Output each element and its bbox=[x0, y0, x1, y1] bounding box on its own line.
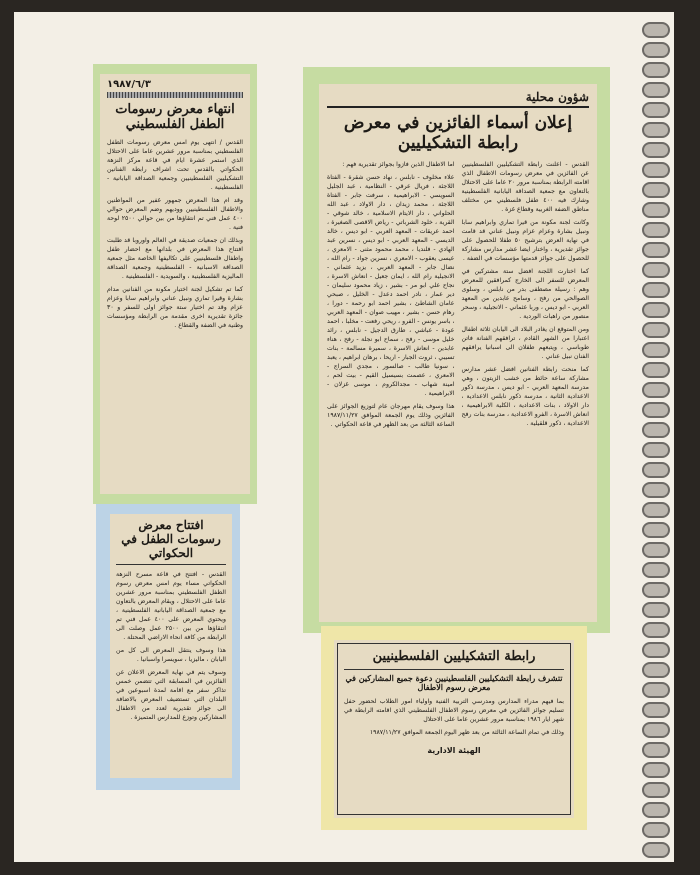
clip3-paragraph: علاء مخلوف - نابلس ، نهاد حسن شقرة - الفتاة اللاجئة ، فريال عرقي - النظامية ، عبد الجليل السويسي - الابراهيمية ، سرفت جابر - الفتاة اللاجئة ، محمد زيدان ، دار الاولاد ، عبد الله الحلواني ، دار الايتام الاسلامية ، خالد شوقي - القرية ، خلود الشرباتي - رياض الاقصى الصغيرة ، احمد عريقات - المعهد العربي - ابو ديس ، خالد الديسي - المعهد العربي - ابو ديس ، نسرين عبد الهادي - فلنديا ، محمد محمود مثنى - الامعري ، عيسى يعقوب - الامعري ، نسرين جواد - رام الله ، نضال جابر - المعهد العربي ، يزيد عثماني - الانجيلية رام الله ، ايمان جعيل - انعاش الاسرة ، نجاح علي ابو مر - بشير ، زياد محمود سليمان - دير عمار ، نادر احمد دعدل - الخليل ، صبحي عامان الشاطئ ، بشير احمد ابو رحمة - دورا ، رهام حسن - بشير ، مهيب صوان - المعهد العربي ، باسر يونس - الفرو ، ريحي رفعت - مخلبا ، احمد عودة - عباشي ، طارق الدجيل - نابلس ، رائد خليل موسى - رفح ، سماح ابو نجلة - رفح ، هناء عابدين - انعاش الاسرة ، سميرة مسالمة - بنات تسيبي ، ثروت الجبار - اريحا ، برهان ابراهيم ، يعبد ، سونيا طالب - صالسور ، مجدي السراج - الامعري ، عصمت بسيسيل القيم - بيت لحم ، امينة شهاب - مجدالكروم ، موسى غزلان - الابراهيمية . bbox=[327, 174, 455, 397]
spiral-ring bbox=[642, 42, 670, 58]
clip3-paragraph: كما اختارت اللجنة افضل ستة مشتركين في المعرض للسفر الى الخارج كمرافقين للمعرض وهم : رسيلة مصطفى بدر من نابلس ، وسلوى الصوالحي من رفح ، وسامح عابدين من المعهد العربي - ابو ديس ، وربا عثماني - الانجيلية ، وسحر منصور من راهبات الوردية . bbox=[461, 267, 589, 320]
spiral-ring bbox=[642, 562, 670, 578]
spiral-ring bbox=[642, 682, 670, 698]
spiral-ring bbox=[642, 422, 670, 438]
spiral-ring bbox=[642, 602, 670, 618]
spiral-ring bbox=[642, 622, 670, 638]
clip1-paragraph: وبذلك ان جمعيات صديقة في العالم واوروبا قد طلبت افتتاح هذا المعرض في بلدانها مع احضار طفل واطفال فلسطينيين على تكاليفها الخاصة مثل جمعية الصداقة الاسبانية - الفلسطينية وجمعية الصداقة الماليزية الفلسطينية ، والسويدية - الفلسطينية . bbox=[107, 236, 243, 280]
spiral-ring bbox=[642, 822, 670, 838]
clip4-notice bbox=[334, 640, 574, 818]
spiral-ring bbox=[642, 22, 670, 38]
clip3-paragraph: وكانت لجنة مكونة من قيرا تماري وابراهيم سابا ونبيل بشارة وعزام عزام ونبيل عناني قد قامت في نهاية العرض بترشيح ٥٠ طفلا للحصول على جوائز تقديرية ، واختار ايضا عشر مدارس مشاركة للحصول على جوائز قدمتها مؤسسات في الضفة . bbox=[461, 219, 590, 262]
clip1-article bbox=[100, 74, 250, 494]
scrapbook-page bbox=[14, 12, 674, 862]
clip3-headline: إعلان أسماء الفائزين في معرض رابطة التشكيليين bbox=[343, 113, 573, 153]
clip4-signature: الهيئة الادارية bbox=[427, 746, 481, 756]
clip4-subhead: تتشرف رابطة التشكيليين الفلسطينيين دعوة جميع المشاركين في معرض رسوم الاطفال bbox=[345, 672, 563, 693]
clip3-section-label: شؤون محلية bbox=[327, 90, 589, 108]
spiral-ring bbox=[642, 202, 670, 218]
spiral-ring bbox=[642, 162, 670, 178]
spiral-ring bbox=[642, 442, 670, 458]
spiral-ring bbox=[642, 322, 670, 338]
clip1-paragraph: كما تم تشكيل لجنة اختيار مكونة من الفنانين مدام بشارة وقيرا تماري ونبيل عناني وابراهيم سابا وعزام عزام وقد تم اختيار ستة جوائز اولى للسفر و ٣٠ جائزة تقديرية اخرى مقدمة من الرابطة ومؤسسات وطنية في الضفة والقطاع . bbox=[107, 285, 243, 329]
spiral-ring bbox=[642, 722, 670, 738]
spiral-ring bbox=[642, 382, 670, 398]
clip4-rule bbox=[344, 669, 564, 670]
clip1-rule bbox=[107, 92, 243, 98]
clip1-paragraph: وقد ام هذا المعرض جمهور غفير من المواطنين والاطفال الفلسطينيين ووديهم وضم المعرض حوالي ٤٠٠ عمل فني تم انتقاؤها من بين حوالي ٢٥٠٠ لوحة فنية . bbox=[107, 196, 243, 231]
clip2-headline: افتتاح معرض رسومات الطفل في الحكواتي bbox=[116, 519, 226, 565]
spiral-ring bbox=[642, 142, 670, 158]
spiral-ring bbox=[642, 222, 670, 238]
spiral-ring bbox=[642, 582, 670, 598]
clip3-paragraph: القدس - اعلنت رابطة التشكيليين الفلسطينيين عن الفائزين في معرض رسومات الاطفال الذي اقامته الرابطة بمناسبة مرور ٢٠ عاما على الاحتلال بالتعاون مع جمعية الصداقة اليابانية الفلسطينية وشارك فيه ٤٠٠ طفل فلسطيني من مختلف مناطق الضفة الغربية وقطاع غزة . bbox=[461, 161, 590, 214]
spiral-ring bbox=[642, 762, 670, 778]
spiral-ring bbox=[642, 182, 670, 198]
clip3-right-column bbox=[462, 161, 590, 434]
clip1-date: ١٩٨٧/٦/٣ bbox=[107, 79, 151, 90]
clip3-article bbox=[319, 84, 597, 622]
spiral-ring bbox=[642, 502, 670, 518]
spiral-ring bbox=[642, 262, 670, 278]
clip4-body: بما فيهم مدراء المدارس ومدرسي التربية الفنية واولياء امور الطلاب لحضور حفل تسليم جوائز الفائزين في معرض رسوم الاطفال الفلسطيني الذي اقامته الرابطة في شهر ايار ١٩٨٦ بمناسبة مرور عشرين عاما على الاحتلال bbox=[344, 698, 564, 724]
spiral-ring bbox=[642, 282, 670, 298]
spiral-ring bbox=[642, 522, 670, 538]
clip3-paragraph: ومن المتوقع ان يغادر البلاد الى اليابان ثلاثة اطفال اعتبارا من الشهر القادم ، ترافقهم الفنانة فاتن طوباسي ، ويتبعهم طفلان الى اسبانيا يرافقهم الفنان نبيل عناني . bbox=[461, 325, 589, 360]
spiral-ring bbox=[642, 242, 670, 258]
spiral-ring bbox=[642, 542, 670, 558]
spiral-ring bbox=[642, 302, 670, 318]
clip2-paragraph: وسوف يتم في نهاية المعرض الاعلان عن الفائزين في المسابقة التي تتضمن خمس تذاكر سفر مع اقامة لمدة اسبوعين في البلدان التي تستضيف المعرض بالاضافة الى جوائز تقديرية لعدد من الاطفال المشاركين وتوزع للمدارس المتميزة . bbox=[116, 669, 226, 722]
spiral-ring bbox=[642, 102, 670, 118]
clip2-paragraph: القدس - افتتح في قاعة مسرح النزهة الحكواتي مساء يوم امس معرض رسوم الطفل الفلسطيني بمناسبة مرور عشرين عاما على الاحتلال ، ويقام المعرض بالتعاون مع جمعية الصداقة اليابانية الفلسطينية ، ويحتوي المعرض على ٤٠٠ عمل فني تم انتقاؤها من بين ٢٥٠٠ عمل وصلت الى الرابطة من كافة انحاء الاراضي المحتلة . bbox=[116, 571, 226, 642]
clip3-columns bbox=[327, 161, 589, 434]
spiral-ring bbox=[642, 362, 670, 378]
clip1-paragraph: القدس / انتهى يوم امس معرض رسومات الطفل الفلسطيني بمناسبة مرور عشرين عاما على الاحتلال الذي استمر عشرة ايام في قاعة مركز النزهة الحكواتي بالقدس تحت اشراف رابطة الفنانين التشكيليين الفلسطينيين وجمعية الصداقة اليابانية - الفلسطينية . bbox=[107, 138, 243, 191]
clip4-time: وذلك في تمام الساعة الثالثة من بعد ظهر اليوم الجمعة الموافق ١٩٨٧/١١/٢٧ bbox=[369, 729, 564, 737]
spiral-ring bbox=[642, 402, 670, 418]
clip3-left-column bbox=[327, 161, 455, 434]
clip2-paragraph: هذا وسوف ينتقل المعرض الى كل من اليابان ، ماليزيا ، سويسرا واسبانيا . bbox=[116, 647, 226, 664]
clip3-paragraph: كما منحت رابطة الفنانين افضل عشر مدارس مشاركة ساعة حائط من خشب الزيتون ، وهي مدرسة المعهد العربي - ابو ديس ، مدرسة ذكور الاعدادية الثانية ، مدرسة ذكور نابلس الاعدادية ، دار الاولاد ، بنات الاعدادية ، الكلية الابراهيمية ، انعاش الاسرة ، الفرو الاعدادية ، مدرسة بنات رفح الاعدادية ، ذكور قلقيلية . bbox=[461, 365, 589, 427]
clip3-paragraph: هذا وسوف يقام مهرجان عام لتوزيع الجوائز على الفائزين وذلك يوم الجمعة الموافق ١٩٨٧/١١/٢٧ الساعة الثالثة من بعد الظهر في قاعة الحكواتي . bbox=[327, 402, 455, 428]
spiral-binding bbox=[640, 22, 674, 862]
spiral-ring bbox=[642, 482, 670, 498]
spiral-ring bbox=[642, 82, 670, 98]
spiral-ring bbox=[642, 702, 670, 718]
spiral-ring bbox=[642, 782, 670, 798]
spiral-ring bbox=[642, 842, 670, 858]
spiral-ring bbox=[642, 742, 670, 758]
spiral-ring bbox=[642, 462, 670, 478]
spiral-ring bbox=[642, 642, 670, 658]
clip4-notice-frame bbox=[337, 643, 571, 815]
spiral-ring bbox=[642, 62, 670, 78]
clip2-article bbox=[110, 514, 232, 778]
spiral-ring bbox=[642, 122, 670, 138]
spiral-ring bbox=[642, 802, 670, 818]
clip1-headline: انتهاء معرض رسومات الطفل الفلسطيني bbox=[115, 102, 235, 132]
clip3-paragraph: اما الاطفال الذين فازوا بجوائز تقديرية فهم : bbox=[342, 161, 455, 169]
clip4-headline: رابطة التشكيليين الفلسطينيين bbox=[372, 649, 536, 664]
spiral-ring bbox=[642, 662, 670, 678]
spiral-ring bbox=[642, 342, 670, 358]
